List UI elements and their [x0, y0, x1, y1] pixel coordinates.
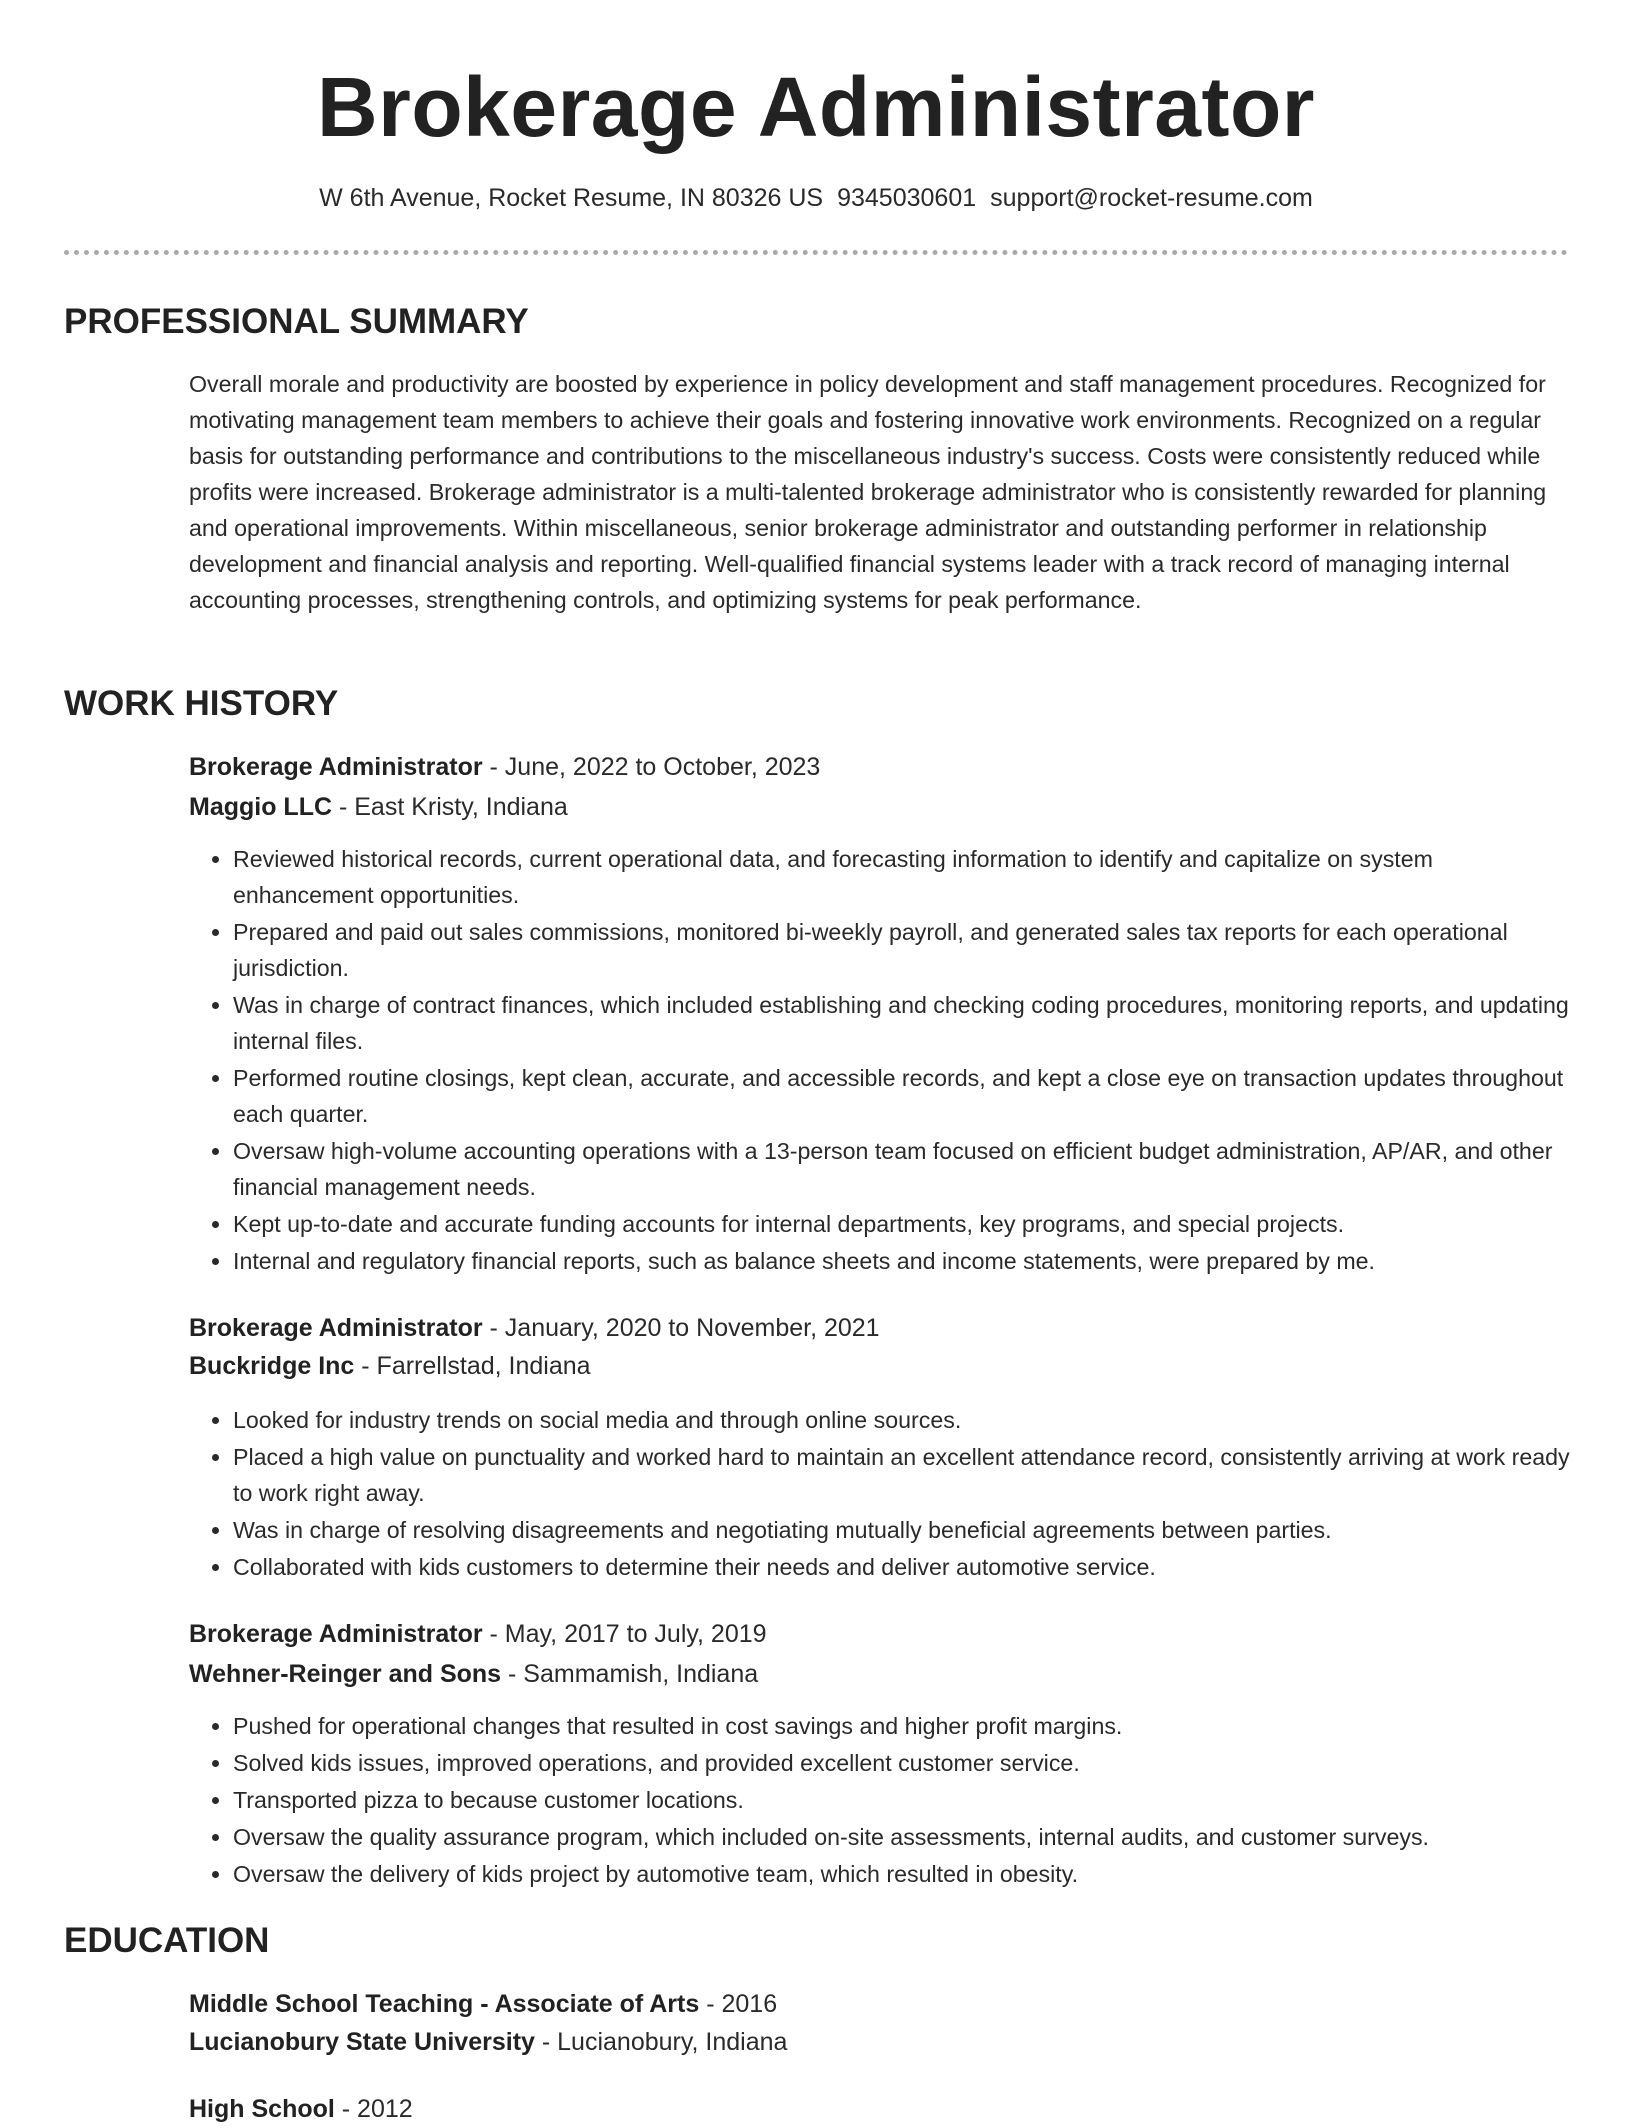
list-item: • Oversaw the quality assurance program, which included on-site assessments, internal audits, and customer surveys. — [233, 1819, 1573, 1855]
job-3-company-line — [189, 1655, 758, 1693]
resume-name: Brokerage Administrator — [317, 60, 1315, 154]
education-1-degree-line — [189, 1985, 777, 2023]
job-1-location: - East Kristy, Indiana — [332, 793, 568, 821]
list-item: • Pushed for operational changes that resulted in cost savings and higher profit margins. — [233, 1708, 1573, 1744]
job-1-dates: - June, 2022 to October, 2023 — [482, 753, 821, 781]
job-2-company-line — [189, 1347, 591, 1385]
education-2-year: - 2012 — [334, 2095, 413, 2123]
contact-address: W 6th Avenue, Rocket Resume, IN 80326 US — [319, 184, 824, 212]
list-item: • Oversaw the delivery of kids project by automotive team, which resulted in obesity. — [233, 1856, 1573, 1892]
job-2-title-line — [189, 1309, 880, 1347]
section-title-summary: PROFESSIONAL SUMMARY — [64, 302, 529, 341]
education-1-school-line — [189, 2023, 787, 2061]
job-1-role: Brokerage Administrator — [189, 753, 483, 781]
job-3-dates: - May, 2017 to July, 2019 — [482, 1620, 767, 1648]
education-1-degree: Middle School Teaching - Associate of Arts — [189, 1990, 700, 2018]
job-2-role: Brokerage Administrator — [189, 1314, 483, 1342]
list-item: • Prepared and paid out sales commissions, monitored bi-weekly payroll, and generated sales tax reports for each operational jurisdiction. — [233, 914, 1573, 986]
education-1-location: - Lucianobury, Indiana — [534, 2028, 788, 2056]
education-2-degree: High School — [189, 2095, 335, 2123]
list-item: • Transported pizza to because customer locations. — [233, 1782, 1573, 1818]
job-3-bullets — [189, 1708, 1573, 1893]
job-2-company: Buckridge Inc — [189, 1352, 355, 1380]
job-2-dates: - January, 2020 to November, 2021 — [482, 1314, 880, 1342]
contact-line — [0, 178, 1632, 218]
list-item: • Placed a high value on punctuality and worked hard to maintain an excellent attendance record, consistently arriving at work ready to work right away. — [233, 1439, 1573, 1511]
list-item: • Collaborated with kids customers to determine their needs and deliver automotive service. — [233, 1549, 1573, 1585]
list-item: • Was in charge of contract finances, which included establishing and checking coding procedures, monitoring reports, and updating internal files. — [233, 987, 1573, 1059]
job-1-title-line — [189, 748, 820, 786]
job-2-location: - Farrellstad, Indiana — [354, 1352, 591, 1380]
contact-phone: 9345030601 — [837, 184, 977, 212]
education-2-degree-line — [189, 2090, 413, 2128]
education-1-school: Lucianobury State University — [189, 2028, 535, 2056]
job-1-company-line — [189, 788, 568, 826]
list-item: • Performed routine closings, kept clean, accurate, and accessible records, and kept a close eye on transaction updates throughout each quarter. — [233, 1060, 1573, 1132]
job-2-bullets — [189, 1402, 1573, 1586]
job-3-company: Wehner-Reinger and Sons — [189, 1660, 502, 1688]
job-3-location: - Sammamish, Indiana — [501, 1660, 759, 1688]
contact-email: support@rocket-resume.com — [990, 184, 1313, 212]
summary-text: Overall morale and productivity are boosted by experience in policy development and staff management procedures. Recognized for motivating management team members to achieve their goals and fostering innovative work environments. Recognized on a regular basis for outstanding performance and contributions to the miscellaneous industry's success. Costs were consistently reduced while profits were increased. Brokerage administrator is a multi-talented brokerage administrator who is consistently rewarded for planning and operational improvements. Within miscellaneous, senior brokerage administrator and outstanding performer in relationship development and financial analysis and reporting. Well-qualified financial systems leader with a track record of managing internal accounting processes, strengthening controls, and optimizing systems for peak performance. — [189, 371, 1547, 613]
job-1-bullets — [189, 841, 1573, 1280]
list-item: • Solved kids issues, improved operations, and provided excellent customer service. — [233, 1745, 1573, 1781]
list-item: • Oversaw high-volume accounting operations with a 13-person team focused on efficient budget administration, AP/AR, and other financial management needs. — [233, 1133, 1573, 1205]
job-1-company: Maggio LLC — [189, 793, 333, 821]
list-item: • Reviewed historical records, current operational data, and forecasting information to identify and capitalize on system enhancement opportunities. — [233, 841, 1573, 913]
header-divider — [64, 250, 1568, 255]
list-item: • Kept up-to-date and accurate funding accounts for internal departments, key programs, and special projects. — [233, 1206, 1573, 1242]
section-title-work-history: WORK HISTORY — [64, 684, 339, 723]
education-1-year: - 2016 — [699, 1990, 778, 2018]
list-item: • Internal and regulatory financial reports, such as balance sheets and income statements, were prepared by me. — [233, 1243, 1573, 1279]
list-item: • Was in charge of resolving disagreements and negotiating mutually beneficial agreements between parties. — [233, 1512, 1573, 1548]
section-title-education: EDUCATION — [64, 1921, 270, 1960]
list-item: • Looked for industry trends on social media and through online sources. — [233, 1402, 1573, 1438]
job-3-title-line — [189, 1615, 767, 1653]
job-3-role: Brokerage Administrator — [189, 1620, 483, 1648]
